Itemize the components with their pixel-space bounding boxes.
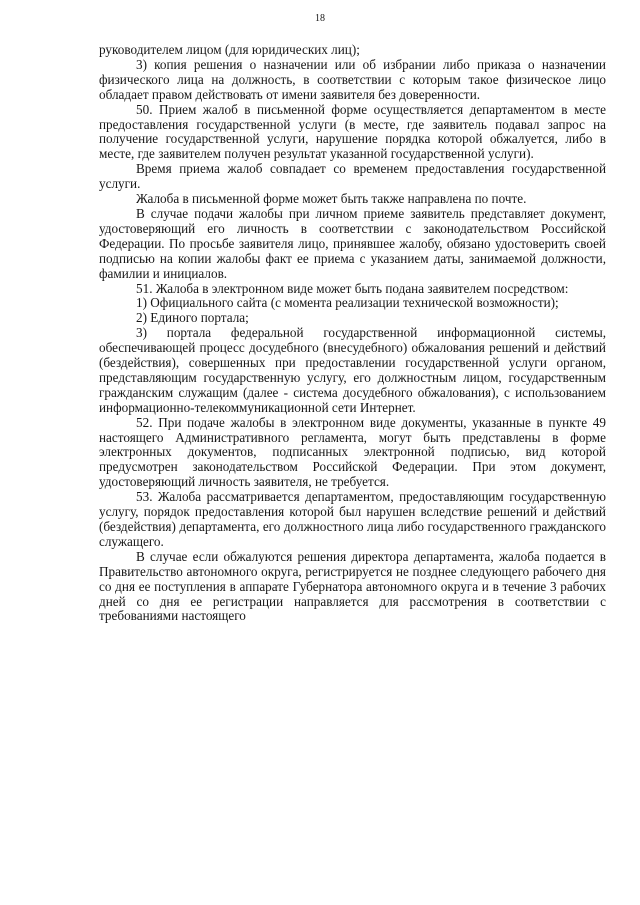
paragraph-51-electronic-submission: 51. Жалоба в электронном виде может быть подана заявителем посредством: xyxy=(136,280,569,296)
document-body xyxy=(99,43,606,624)
paragraph-mail-submission: Жалоба в письменной форме может быть также направлена по почте. xyxy=(136,191,527,207)
paragraph-50-written-complaints: 50. Прием жалоб в письменной форме осуществляется департаментом в месте предоставления государственной услуги (в месте, где заявитель подавал запрос на получение государственной услуги, нарушение порядка которой обжалуется, либо в месте, где заявителем получен результат указанной государственной услуги). xyxy=(99,101,606,162)
paragraph-continuation: руководителем лицом (для юридических лиц); xyxy=(99,42,360,57)
paragraph-reception-time: Время приема жалоб совпадает со временем предоставления государственной услуги. xyxy=(99,161,606,192)
paragraph-52-electronic-documents: 52. При подаче жалобы в электронном виде документы, указанные в пункте 49 настоящего Административного регламента, могут быть представлены в форме электронных документов, подписанных электронной подписью, вид которой предусмотрен законодательством Российской Федерации. При этом документ, удостоверяющий личность заявителя, не требуется. xyxy=(99,414,606,490)
paragraph-item-1-official-site: 1) Официального сайта (с момента реализации технической возможности); xyxy=(136,295,559,311)
paragraph-director-decisions: В случае если обжалуются решения директора департамента, жалоба подается в Правительство автономного округа, регистрируется не позднее следующего рабочего дня со дня ее поступления в аппарате Губернатора автономного округа и в течение 3 рабочих дней со дня ее регистрации направляется для рассмотрения в соответствии с требованиями настоящего xyxy=(99,548,606,624)
page-number: 18 xyxy=(315,13,325,24)
paragraph-personal-reception: В случае подачи жалобы при личном приеме заявитель представляет документ, удостоверяющий его личность в соответствии с законодательством Российской Федерации. По просьбе заявителя лицо, принявшее жалобу, обязано удостоверить своей подписью на копии жалобы факт ее приема с указанием даты, занимаемой должности, фамилии и инициалов. xyxy=(99,205,606,281)
paragraph-item-3-copy-decision: 3) копия решения о назначении или об избрании либо приказа о назначении физического лица на должность, в соответствии с которым такое физическое лицо обладает правом действовать от имени заявителя без доверенности. xyxy=(99,56,606,102)
paragraph-item-2-single-portal: 2) Единого портала; xyxy=(136,310,249,326)
paragraph-53-review: 53. Жалоба рассматривается департаментом, предоставляющим государственную услугу, порядок предоставления которой был нарушен вследствие решений и действий (бездействия) департамента, его должностного лица либо государственного гражданского служащего. xyxy=(99,489,606,549)
paragraph-item-3-federal-portal: 3) портала федеральной государственной информационной системы, обеспечивающей процесс досудебного (внесудебного) обжалования решений и действий (бездействия), совершенных при предоставлении государственной услуги органом, представляющим государственную услугу, его должностным лицом, государственным гражданским служащим (далее - система досудебного обжалования), с использованием информационно-телекоммуникационной сети Интернет. xyxy=(99,325,606,415)
